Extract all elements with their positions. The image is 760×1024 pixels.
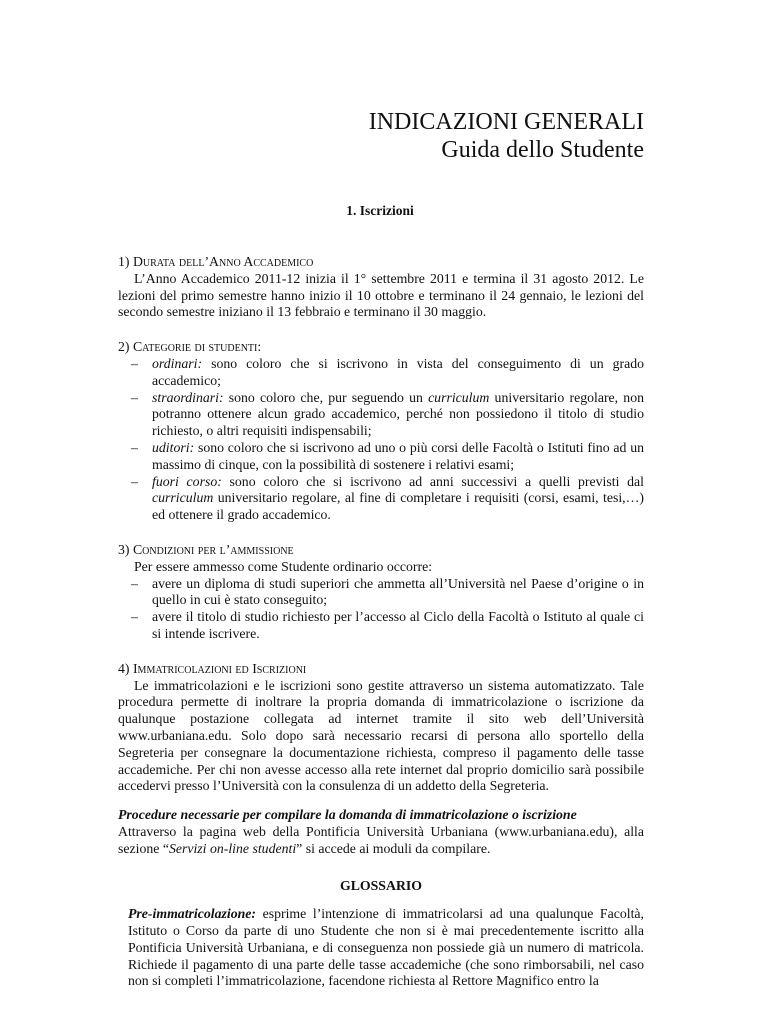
list-term: fuori corso: [152,473,222,489]
list-item [118,356,644,390]
section-number: 3) [118,541,133,557]
list-term: straordinari: [152,389,224,405]
section-title: Condizioni per l’ammissione [132,541,294,557]
list-item: – avere un diploma di studi superiori che ammetta all’Università nel Paese d’origine o in quello in cui è stato conseguito; [118,576,644,610]
list-text: sono coloro che, pur seguendo un [223,389,429,405]
category-list [118,356,644,524]
list-text: sono coloro che si iscrivono in vista del conseguimento di un grado accademico; [152,355,644,388]
paragraph: Per essere ammesso come Studente ordinario occorre: [134,558,433,574]
section-title: Durata dell’Anno Accademico [132,254,314,269]
section-heading: 1. Iscrizioni [346,203,414,218]
list-term: uditori: [152,439,195,455]
procedure-title: Procedure necessarie per compilare la domanda di immatricolazione o iscrizione [118,807,577,823]
glossary-entry [118,906,644,990]
italic-text: Servizi on-line studenti [168,840,297,856]
list-item [118,390,644,440]
italic-word: curriculum [428,389,490,405]
italic-word: curriculum [152,490,214,506]
list-item: – avere il titolo di studio richiesto per l’accesso al Ciclo della Facoltà o Istituto al quale ci si intende iscrivere. [118,609,644,643]
section-title: Immatricolazioni ed Iscrizioni [132,660,307,676]
section-enrollment [118,661,644,795]
paragraph: L’Anno Accademico 2011-12 inizia il 1° settembre 2011 e termina il 31 agosto 2012. Le lezioni del primo semestre hanno inizio il 10 ottobre e terminano il 24 gennaio, le lezioni del secondo semestre iniziano il 13 febbraio e terminano il 30 maggio. [118,270,644,320]
document-title: INDICAZIONI GENERALI [368,109,644,135]
section-categories [118,339,644,524]
list-text: sono coloro che si iscrivono ad uno o più corsi delle Facoltà o Istituti fino ad un massimo di cinque, con la possibilità di sostenere i relativi esami; [152,439,644,472]
document-body [118,254,644,990]
text: Attraverso la pagina web della Pontificia Università Urbaniana (www.urbaniana.edu), alla sezione “ [118,823,644,856]
procedure-heading [118,807,644,824]
section-number: 1) [118,254,133,269]
section-admission [118,542,644,643]
document-subtitle: Guida dello Studente [441,137,644,163]
section-heading-duration [118,254,644,271]
text: ” si accede ai moduli da compilare. [296,840,491,856]
requirements-list [118,576,644,643]
section-heading-categories [118,339,644,356]
colon: : [257,339,262,355]
list-text: sono coloro che si iscrivono ad anni successivi a quelli previsti dal [221,473,644,489]
glossary-heading: GLOSSARIO [339,877,423,893]
list-text: universitario regolare, non potranno ottenere alcun grado accademico, perché non possiedono il titolo di studio richiesto, o altri requisiti indispensabili; [152,389,644,439]
glossary-text: esprime l’intenzione di immatricolarsi ad una qualunque Facoltà, Istituto o Corso da parte di uno Studente che non si è mai precedentemente iscritto alla Pontificia Università Urbaniana, e di conseguenza non possiede già un numero di matricola. Richiede il pagamento di una parte delle tasse accademiche (che sono rimborsabili, nel caso non si completi l’immatricolazione, facendone richiesta al Rettore Magnifico entro la [128,906,644,989]
section-heading-enrollment [118,661,644,678]
paragraph: Le immatricolazioni e le iscrizioni sono gestite attraverso un sistema automatizzato. Tale procedura permette di inoltrare la propria domanda di immatricolazione o iscrizione da qualunque postazione collegata ad internet tramite il sito web dell’Università www.urbaniana.edu. Solo dopo sarà necessario recarsi di persona allo sportello della Segreteria per consegnare la documentazione richiesta, compreso il pagamento delle tasse accademiche. Per chi non avesse accesso alla rete internet dal proprio domicilio sarà possibile accedervi presso l’Università con la consulenza di un addetto della Segreteria. [118,677,644,794]
glossary-term: Pre-immatricolazione: [128,906,256,922]
section-title: Categorie di studenti [132,339,258,355]
list-item [118,440,644,474]
list-text: universitario regolare, al fine di completare i requisiti (corsi, esami, tesi,…) ed ottenere il grado accademico. [152,490,644,523]
procedure-block [118,807,644,857]
list-term: ordinari: [152,355,203,371]
paragraph [118,824,644,858]
section-number: 4) [118,660,133,676]
list-item [118,474,644,524]
section-number: 2) [118,339,133,355]
section-duration [118,254,644,321]
section-heading-admission [118,542,644,559]
title-block [369,108,644,164]
